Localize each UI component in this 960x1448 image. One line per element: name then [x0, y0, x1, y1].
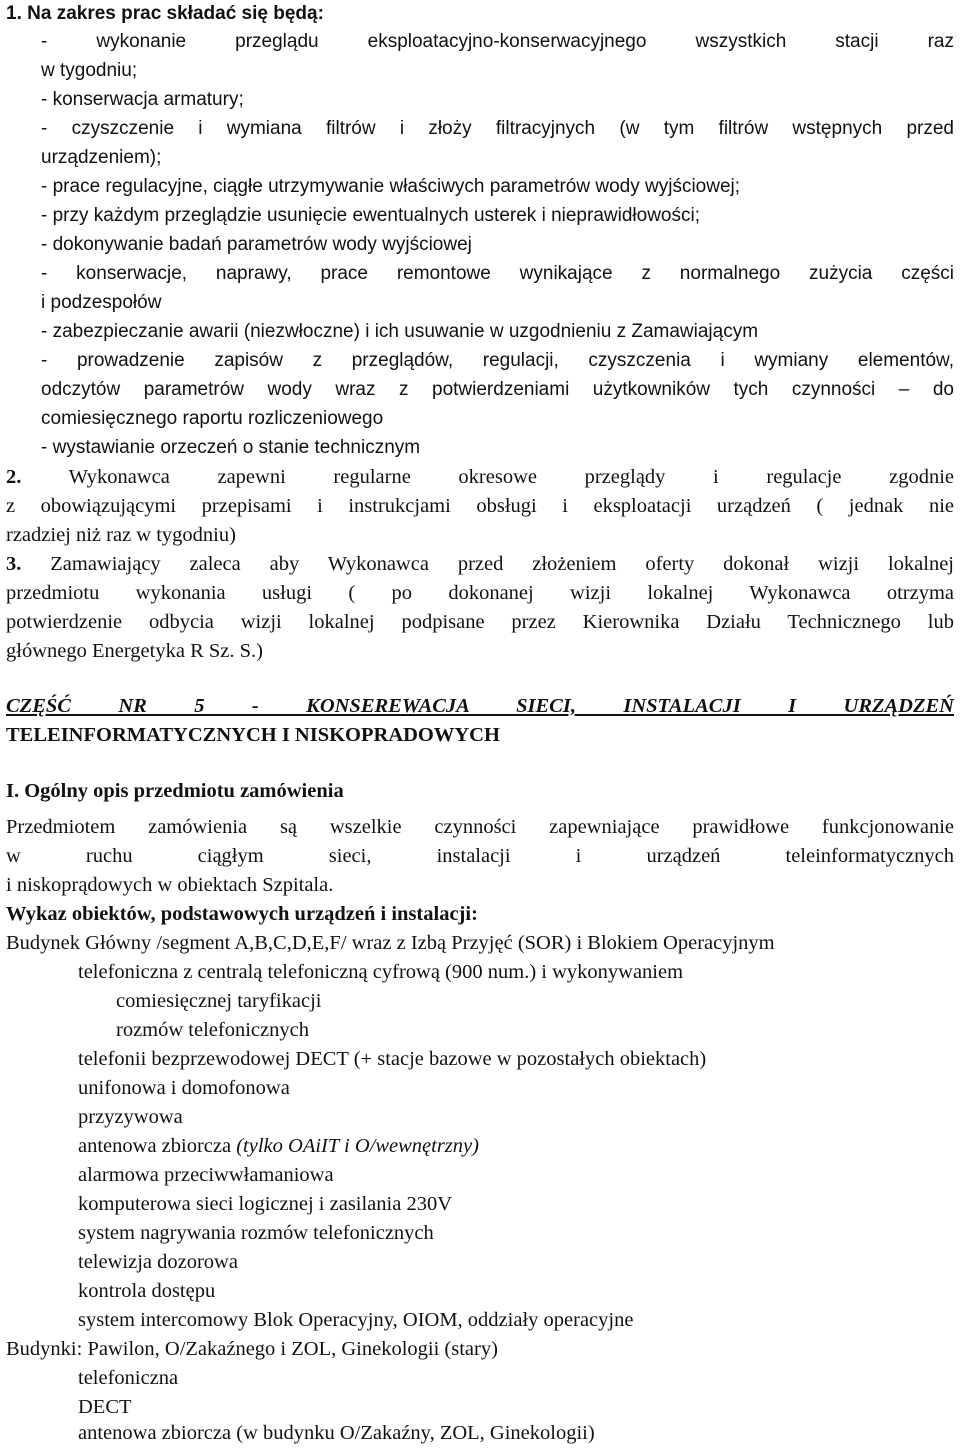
- general-heading: I. Ogólny opis przedmiotu zamówienia: [6, 780, 344, 802]
- building-1-item-unifon: unifonowa i domofonowa: [78, 1077, 290, 1099]
- section-1-heading: 1. Na zakres prac składać się będą:: [6, 3, 324, 24]
- antenna-note: (tylko OAiIT i O/wewnętrzny): [236, 1135, 479, 1157]
- section-1-item-7-line-1: - konserwacje, naprawy, prace remontowe wynikające z normalnego zużycia części: [41, 263, 954, 284]
- section-3-line-1: [6, 552, 954, 576]
- general-line-1: Przedmiotem zamówienia są wszelkie czynności zapewniające prawidłowe funkcjonowanie: [6, 816, 954, 838]
- section-3-line-4: głównego Energetyka R Sz. S.): [6, 640, 263, 662]
- part-5-title-line-1: CZĘŚĆ NR 5 - KONSEREWACJA SIECI, INSTALACJI I URZĄDZEŃ: [6, 695, 954, 717]
- building-1-title: Budynek Główny /segment A,B,C,D,E,F/ wraz z Izbą Przyjęć (SOR) i Blokiem Operacyjnym: [6, 932, 775, 954]
- section-1-item-1-line-2: w tygodniu;: [41, 60, 138, 81]
- building-2-title: Budynki: Pawilon, O/Zakaźnego i ZOL, Ginekologii (stary): [6, 1338, 498, 1360]
- section-2-line-2: z obowiązującymi przepisami i instrukcjami obsługi i eksploatacji urządzeń ( jednak nie: [6, 495, 954, 517]
- general-line-3: i niskoprądowych w obiektach Szpitala.: [6, 874, 334, 896]
- antenna-label: antenowa zbiorcza: [78, 1135, 237, 1157]
- general-line-2: w ruchu ciągłym sieci, instalacji i urządzeń teleinformatycznych: [6, 845, 954, 867]
- building-1-item-intercom: system intercomowy Blok Operacyjny, OIOM, oddziały operacyjne: [78, 1309, 634, 1331]
- building-1-item-cctv: telewizja dozorowa: [78, 1251, 238, 1273]
- section-1-item-6: - dokonywanie badań parametrów wody wyjściowej: [41, 234, 472, 255]
- section-1-item-3-line-1: - czyszczenie i wymiana filtrów i złoży filtracyjnych (w tym filtrów wstępnych przed: [41, 118, 954, 139]
- building-2-item-dect: DECT: [78, 1396, 132, 1418]
- section-1-item-4: - prace regulacyjne, ciągłe utrzymywanie właściwych parametrów wody wyjściowej;: [41, 176, 741, 197]
- building-1-item-calls: rozmów telefonicznych: [116, 1019, 309, 1041]
- building-1-item-alarm: alarmowa przeciwwłamaniowa: [78, 1164, 334, 1186]
- part-5-title-line-2: TELEINFORMATYCZNYCH I NISKOPRADOWYCH: [6, 724, 500, 746]
- section-3-line-1-text: Zamawiający zaleca aby Wykonawca przed złożeniem oferty dokonał wizji lokalnej: [21, 553, 954, 575]
- section-1-item-9-line-3: comiesięcznego raportu rozliczeniowego: [41, 408, 384, 429]
- section-3-number: 3.: [6, 553, 22, 575]
- section-1-item-3-line-2: urządzeniem);: [41, 147, 162, 168]
- section-1-item-10: - wystawianie orzeczeń o stanie technicznym: [41, 437, 421, 458]
- section-1-item-2: - konserwacja armatury;: [41, 89, 244, 110]
- section-3-line-3: potwierdzenie odbycia wizji lokalnej podpisane przez Kierownika Działu Technicznego lub: [6, 611, 954, 633]
- inventory-heading: Wykaz obiektów, podstawowych urządzeń i instalacji:: [6, 903, 478, 925]
- building-2-item-antenna: antenowa zbiorcza (w budynku O/Zakaźny, ZOL, Ginekologii): [78, 1422, 595, 1444]
- section-1-item-8: - zabezpieczanie awarii (niezwłoczne) i ich usuwanie w uzgodnieniu z Zamawiającym: [41, 321, 759, 342]
- section-3-line-2: przedmiotu wykonania usługi ( po dokonanej wizji lokalnej Wykonawca otrzyma: [6, 582, 954, 604]
- building-1-item-dect: telefonii bezprzewodowej DECT (+ stacje bazowe w pozostałych obiektach): [78, 1048, 707, 1070]
- section-1-item-9-line-1: - prowadzenie zapisów z przeglądów, regulacji, czyszczenia i wymiany elementów,: [41, 350, 954, 371]
- section-1-item-1-line-1: - wykonanie przeglądu eksploatacyjno-konserwacyjnego wszystkich stacji raz: [41, 31, 954, 52]
- building-1-item-billing: comiesięcznej taryfikacji: [116, 990, 322, 1012]
- section-1-item-9-line-2: odczytów parametrów wody wraz z potwierdzeniami użytkowników tych czynności – do: [41, 379, 954, 400]
- building-2-item-telephone: telefoniczna: [78, 1367, 179, 1389]
- section-1-item-5: - przy każdym przeglądzie usunięcie ewentualnych usterek i nieprawidłowości;: [41, 205, 700, 226]
- section-1-item-7-line-2: i podzespołów: [41, 292, 162, 313]
- section-2-line-3: rzadziej niż raz w tygodniu): [6, 524, 236, 546]
- building-1-item-recording: system nagrywania rozmów telefonicznych: [78, 1222, 434, 1244]
- section-2-number: 2.: [6, 466, 22, 488]
- building-1-item-call-system: przyzywowa: [78, 1106, 183, 1128]
- section-2-line-1: [6, 465, 954, 489]
- building-1-item-access-control: kontrola dostępu: [78, 1280, 216, 1302]
- building-1-item-antenna: [78, 1134, 479, 1158]
- building-1-item-telephone: telefoniczna z centralą telefoniczną cyfrową (900 num.) i wykonywaniem: [78, 961, 684, 983]
- building-1-item-network: komputerowa sieci logicznej i zasilania 230V: [78, 1193, 453, 1215]
- section-2-line-1-text: Wykonawca zapewni regularne okresowe przeglądy i regulacje zgodnie: [21, 466, 954, 488]
